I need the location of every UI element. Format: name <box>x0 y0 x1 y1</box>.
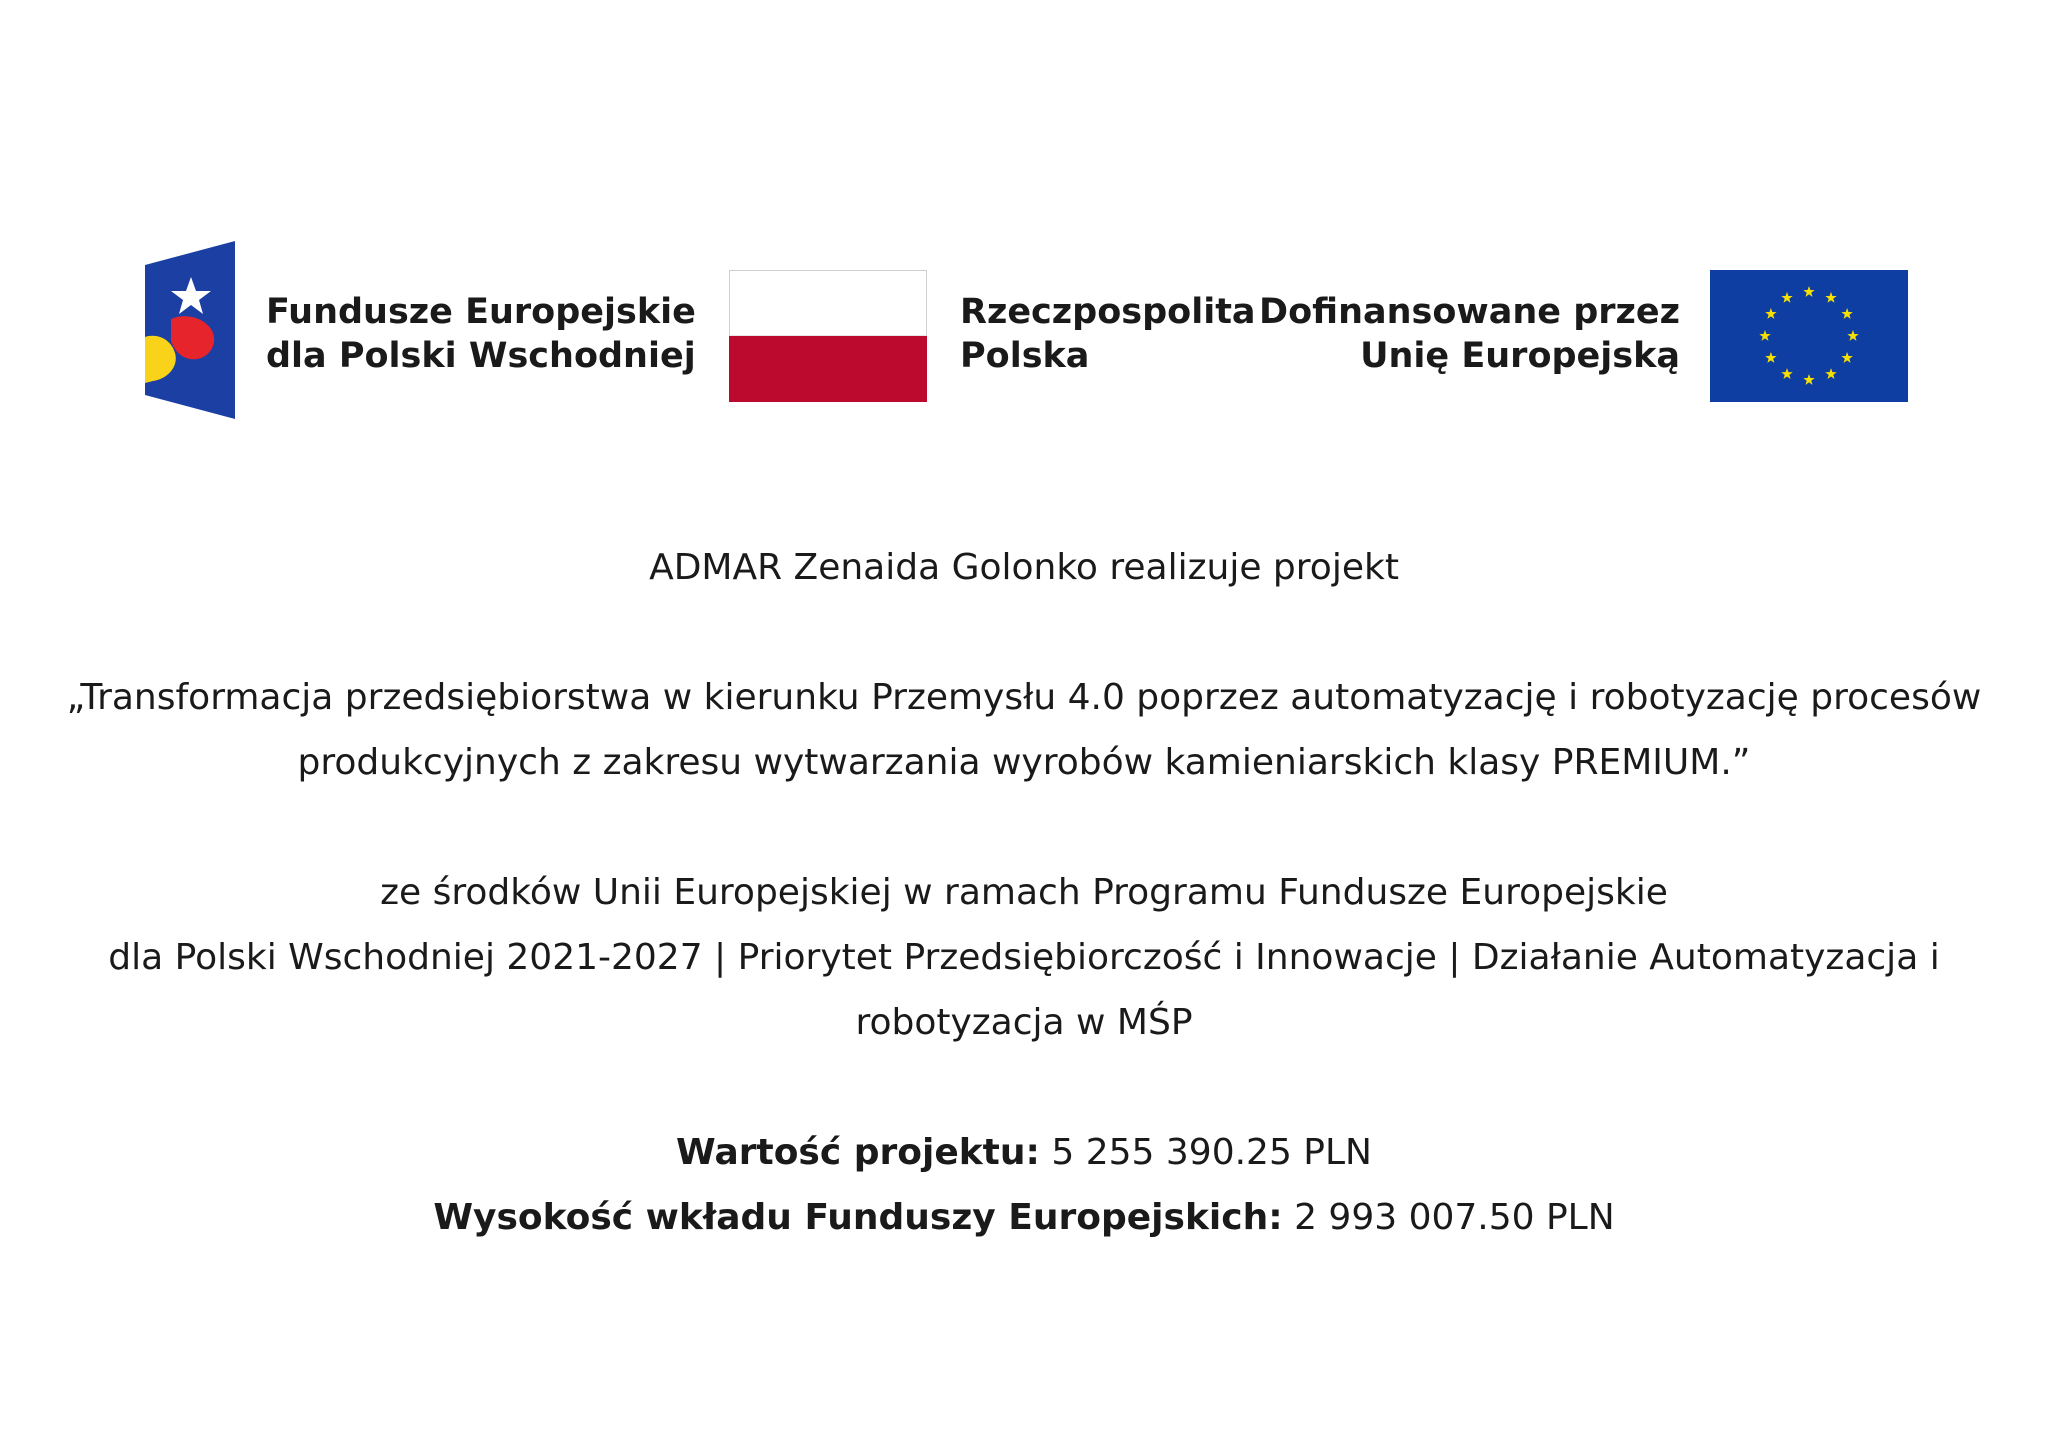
dofinansowane-label <box>1259 290 1680 378</box>
program-line2: dla Polski Wschodniej 2021-2027 | Priorytet Przedsiębiorczość i Innowacje | Działanie Automatyzacja i <box>108 937 1940 978</box>
pl-label-line2: Polska <box>960 336 1090 376</box>
fundusze-europejskie-label <box>266 290 696 378</box>
intro-text: ADMAR Zenaida Golonko realizuje projekt <box>649 547 1399 588</box>
fe-label-line2: dla Polski Wschodniej <box>266 336 696 376</box>
project-title-line1: „Transformacja przedsiębiorstwa w kierunku Przemysłu 4.0 poprzez automatyzację i robotyzację procesów <box>66 677 1982 718</box>
pl-label-line1: Rzeczpospolita <box>960 292 1256 332</box>
eu-label-line2: Unię Europejską <box>1360 336 1680 376</box>
logo-bar <box>0 0 2048 440</box>
project-value-amount: 5 255 390.25 PLN <box>1051 1132 1372 1173</box>
project-title-line2: produkcyjnych z zakresu wytwarzania wyrobów kamieniarskich klasy PREMIUM.” <box>297 742 1751 783</box>
project-value <box>40 1120 2008 1185</box>
polish-flag-icon <box>729 270 927 402</box>
rzeczpospolita-polska-label <box>960 290 1256 378</box>
eu-contribution-amount: 2 993 007.50 PLN <box>1294 1197 1615 1238</box>
fundusze-europejskie-logo-icon <box>145 241 235 419</box>
program-line3: robotyzacja w MŚP <box>855 1002 1193 1043</box>
project-value-label: Wartość projektu: <box>676 1132 1040 1173</box>
eu-flag-icon <box>1710 270 1908 402</box>
eu-label-line1: Dofinansowane przez <box>1259 292 1680 332</box>
fe-label-line1: Fundusze Europejskie <box>266 292 696 332</box>
program-line1: ze środków Unii Europejskiej w ramach Programu Fundusze Europejskie <box>380 872 1668 913</box>
eu-contribution-label: Wysokość wkładu Funduszy Europejskich: <box>433 1197 1283 1238</box>
eu-contribution <box>40 1185 2008 1250</box>
project-info <box>40 535 2008 1250</box>
